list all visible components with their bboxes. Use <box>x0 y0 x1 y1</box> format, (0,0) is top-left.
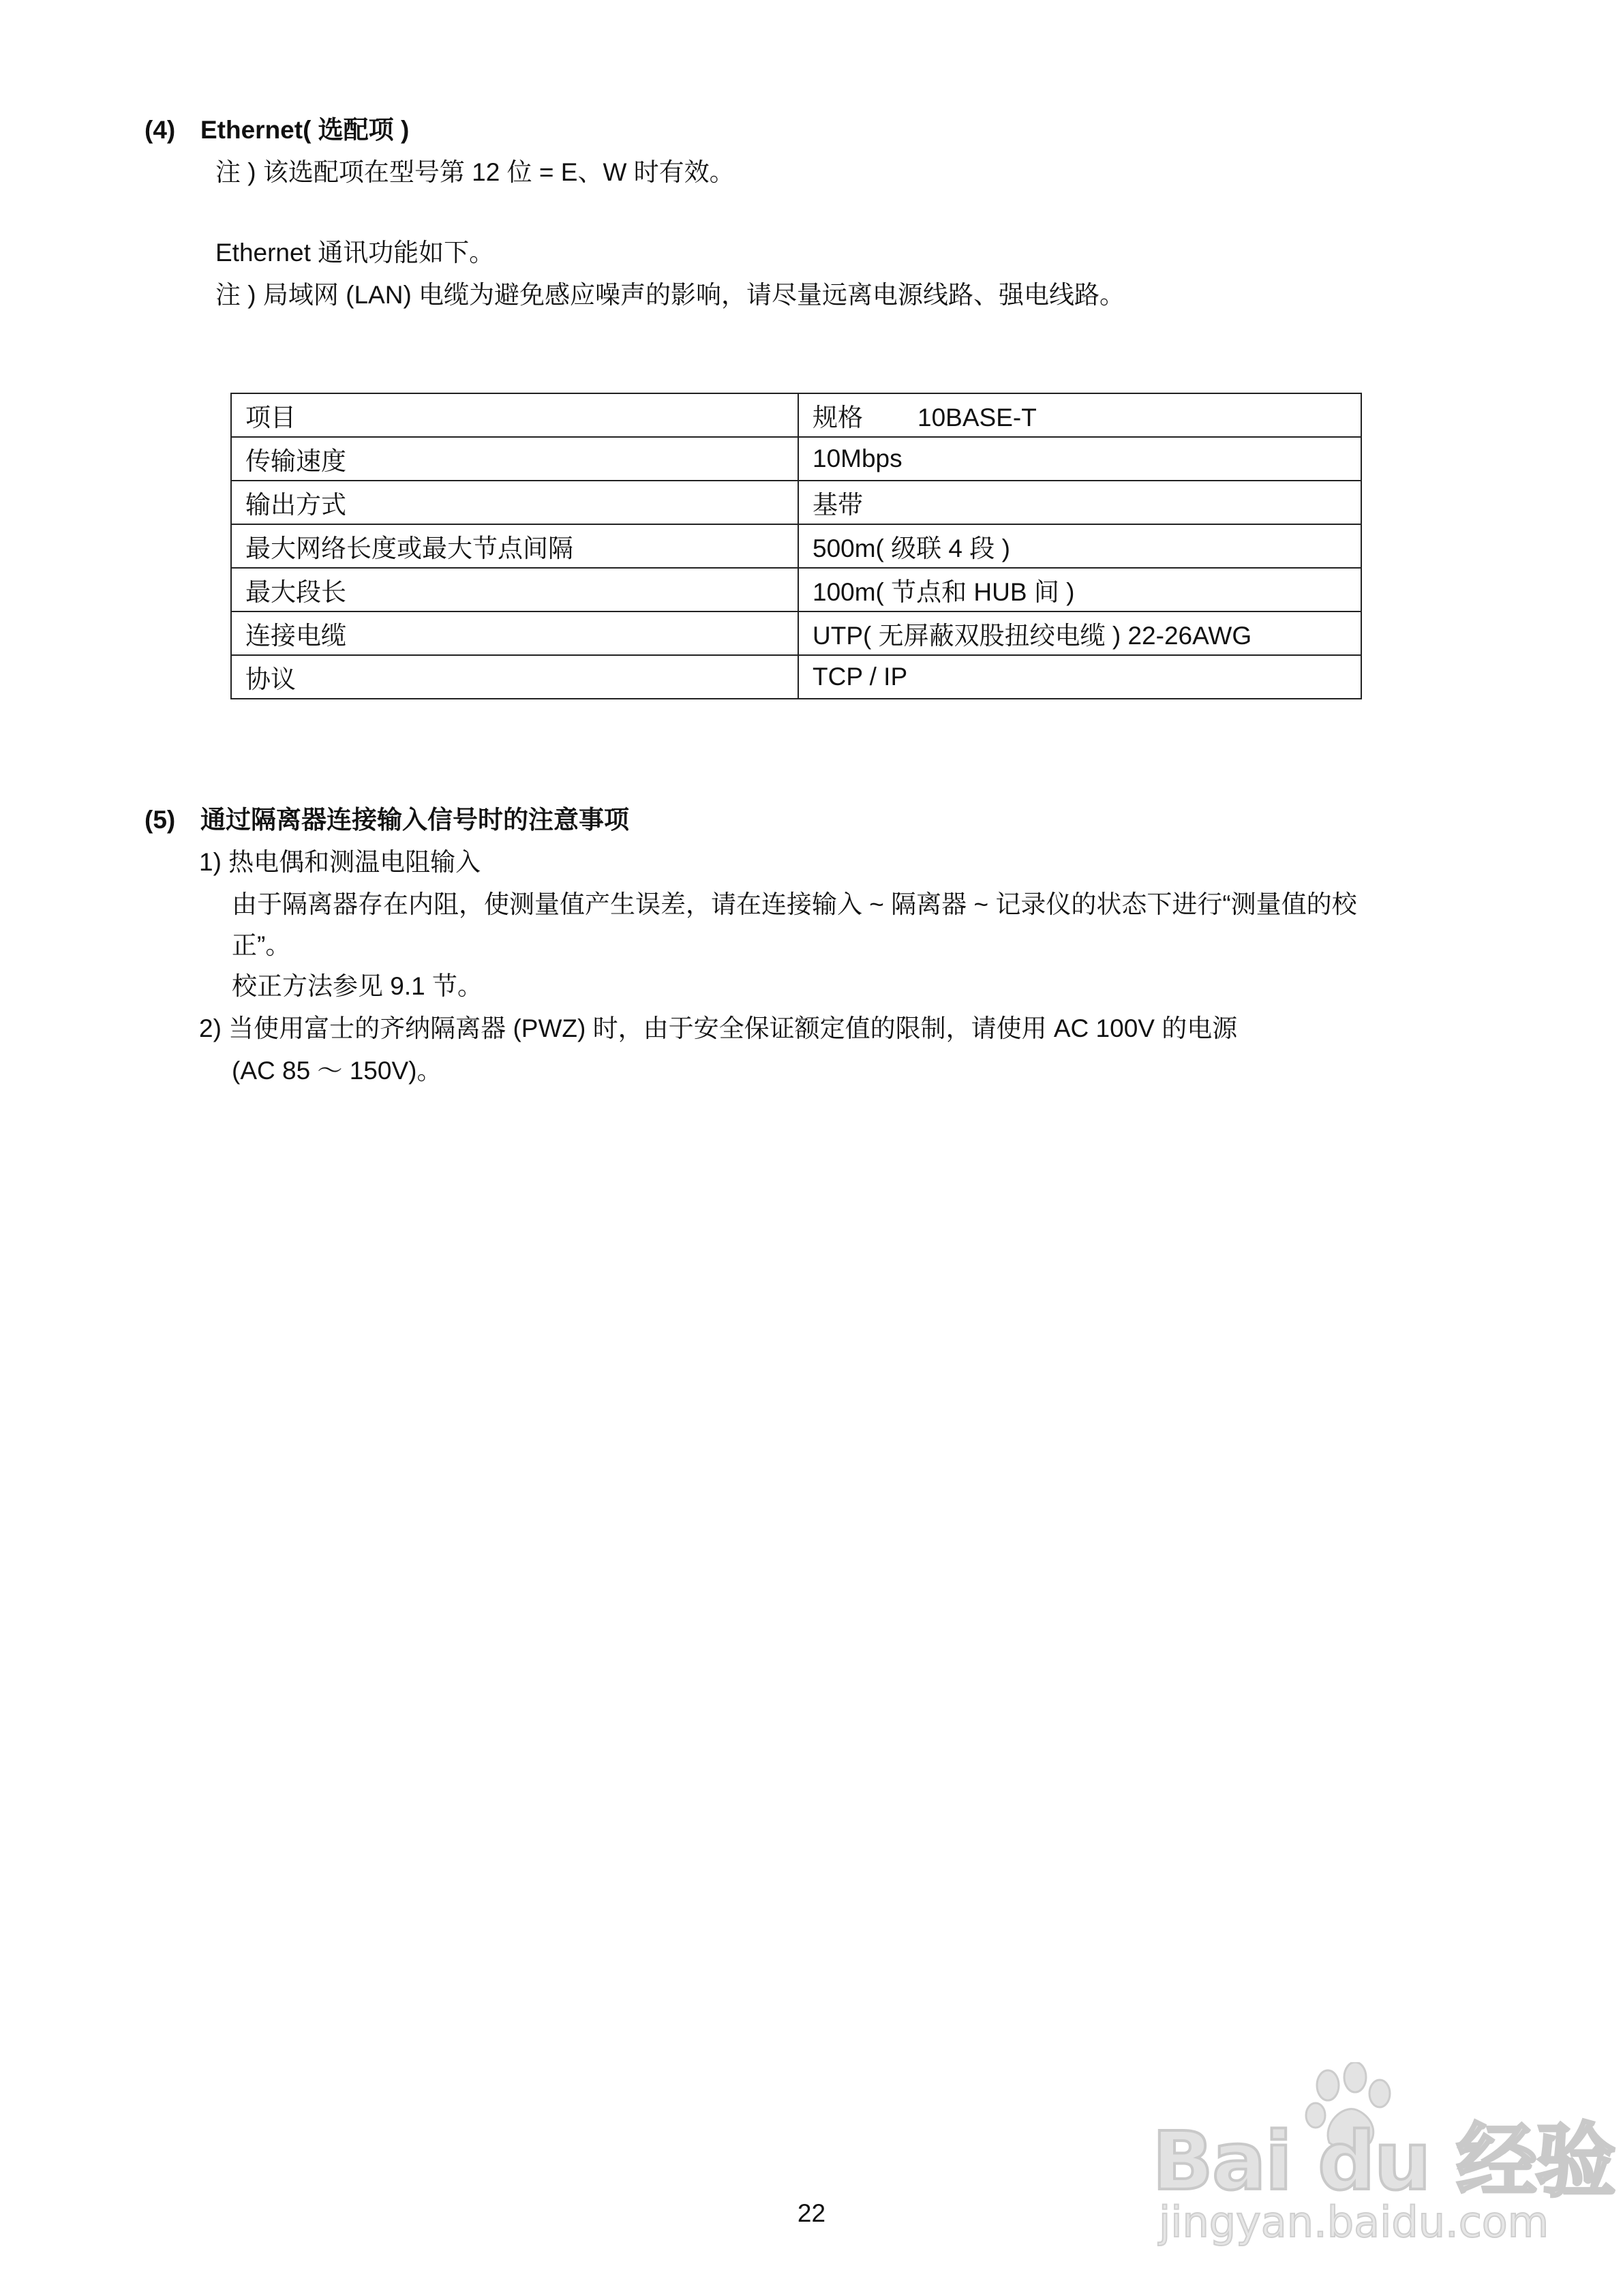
section-4-intro: Ethernet 通讯功能如下。 <box>215 239 495 267</box>
baidu-jingyan-watermark <box>1152 2062 1615 2253</box>
section-5-heading <box>145 804 629 836</box>
section-4-heading <box>145 115 409 146</box>
table-row <box>231 437 1361 481</box>
page-number: 22 <box>797 2199 826 2227</box>
table-cell-spec: TCP / IP <box>798 655 1361 699</box>
watermark-url: jingyan.baidu.com <box>1159 2197 1549 2247</box>
table-header-spec-value: 10BASE-T <box>917 404 1037 432</box>
table-cell-spec: 10Mbps <box>798 437 1361 481</box>
table-row <box>231 611 1361 655</box>
table-row <box>231 568 1361 611</box>
section-4-note-2: 注 ) 局域网 (LAN) 电缆为避免感应噪声的影响，请尽量远离电源线路、强电线路。 <box>215 281 1125 309</box>
table-row <box>231 655 1361 699</box>
section-5-number: (5) <box>145 806 176 834</box>
table-header-row <box>231 393 1361 437</box>
table-cell-spec: 基带 <box>798 481 1361 524</box>
table-cell-spec: 100m( 节点和 HUB 间 ) <box>798 568 1361 611</box>
watermark-brand: Bai du 经验 <box>1152 2114 1615 2208</box>
table-cell-item: 传输速度 <box>231 437 798 481</box>
table-cell-item: 输出方式 <box>231 481 798 524</box>
table-cell-item: 最大段长 <box>231 568 798 611</box>
ethernet-spec-table <box>230 393 1362 699</box>
section-4-number: (4) <box>145 116 176 144</box>
section-5-title: 通过隔离器连接输入信号时的注意事项 <box>200 806 629 834</box>
table-header-spec <box>798 393 1361 437</box>
table-cell-spec: UTP( 无屏蔽双股扭绞电缆 ) 22-26AWG <box>798 611 1361 655</box>
section-5-item-1-line-2: 正”。 <box>232 931 291 959</box>
section-4-title: Ethernet( 选配项 ) <box>200 116 410 144</box>
section-5-item-2-line-1: 2) 当使用富士的齐纳隔离器 (PWZ) 时，由于安全保证额定值的限制，请使用 AC 100V 的电源 <box>199 1014 1238 1042</box>
table-header-item: 项目 <box>231 393 798 437</box>
section-5-item-2-line-2: (AC 85 ～ 150V)。 <box>232 1057 442 1085</box>
table-cell-item: 协议 <box>231 655 798 699</box>
table-cell-item: 连接电缆 <box>231 611 798 655</box>
section-5-item-1-title: 1) 热电偶和测温电阻输入 <box>199 848 481 876</box>
table-header-spec-label: 规格 <box>813 404 863 432</box>
section-5-item-1-line-3: 校正方法参见 9.1 节。 <box>232 972 483 1000</box>
table-row <box>231 481 1361 524</box>
table-cell-spec: 500m( 级联 4 段 ) <box>798 524 1361 568</box>
table-cell-item: 最大网络长度或最大节点间隔 <box>231 524 798 568</box>
table-row <box>231 524 1361 568</box>
section-4-note-1: 注 ) 该选配项在型号第 12 位 = E、W 时有效。 <box>215 158 735 186</box>
section-5-item-1-line-1: 由于隔离器存在内阻，使测量值产生误差，请在连接输入 ~ 隔离器 ~ 记录仪的状态下进行“测量值的校 <box>232 890 1357 918</box>
